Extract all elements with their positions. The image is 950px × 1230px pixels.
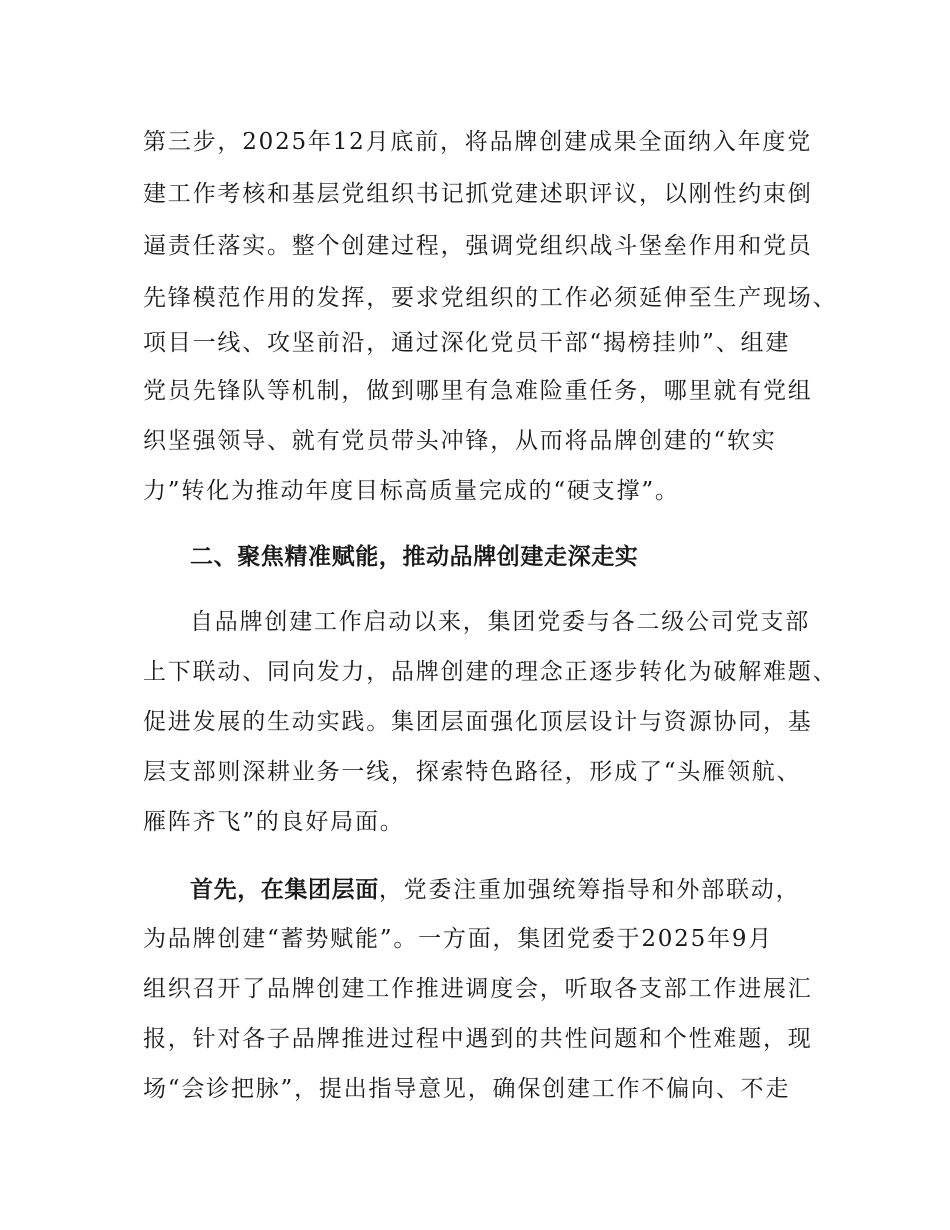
body-text-span: ，党委注重加强统筹指导和外部联动， xyxy=(378,877,801,903)
body-text-line: 先锋模范作用的发挥，要求党组织的工作必须延伸至生产现场、 xyxy=(143,285,838,311)
body-text-line: 上下联动、同向发力，品牌创建的理念正逐步转化为破解难题、 xyxy=(143,659,838,685)
body-text-line: 层支部则深耕业务一线，探索特色路径，形成了“头雁领航、 xyxy=(143,759,802,785)
body-text-line: 力”转化为推动年度目标高质量完成的“硬支撑”。 xyxy=(143,478,680,504)
body-text-line: 项目一线、攻坚前沿，通过深化党员干部“揭榜挂帅”、组建 xyxy=(143,330,791,356)
bold-lead-phrase: 首先，在集团层面 xyxy=(190,877,379,903)
body-text-line: 党员先锋队等机制，做到哪里有急难险重任务，哪里就有党组 xyxy=(143,378,813,404)
body-text-line: 报，针对各子品牌推进过程中遇到的共性问题和个性难题，现 xyxy=(143,1026,813,1052)
body-text-line: 场“会诊把脉”，提出指导意见，确保创建工作不偏向、不走 xyxy=(143,1076,791,1102)
section-heading: 二、聚焦精准赋能，推动品牌创建走深走实 xyxy=(190,544,639,570)
body-text-line: 建工作考核和基层党组织书记抓党建述职评议，以刚性约束倒 xyxy=(143,181,813,207)
body-text-line: 逼责任落实。整个创建过程，强调党组织战斗堡垒作用和党员 xyxy=(143,233,813,259)
body-text-line: 组织召开了品牌创建工作推进调度会，听取各支部工作进展汇 xyxy=(143,976,813,1002)
body-text-line: 织坚强领导、就有党员带头冲锋，从而将品牌创建的“软实 xyxy=(143,428,777,454)
body-text-line: 雁阵齐飞”的良好局面。 xyxy=(143,809,405,835)
body-text-line xyxy=(190,873,824,907)
body-text-line: 自品牌创建工作启动以来，集团党委与各二级公司党支部 xyxy=(190,609,810,635)
body-text-line: 第三步，2025年12月底前，将品牌创建成果全面纳入年度党 xyxy=(143,129,812,155)
body-text-line: 为品牌创建“蓄势赋能”。一方面，集团党委于2025年9月 xyxy=(143,926,774,952)
body-text-line: 促进发展的生动实践。集团层面强化顶层设计与资源协同，基 xyxy=(143,709,813,735)
